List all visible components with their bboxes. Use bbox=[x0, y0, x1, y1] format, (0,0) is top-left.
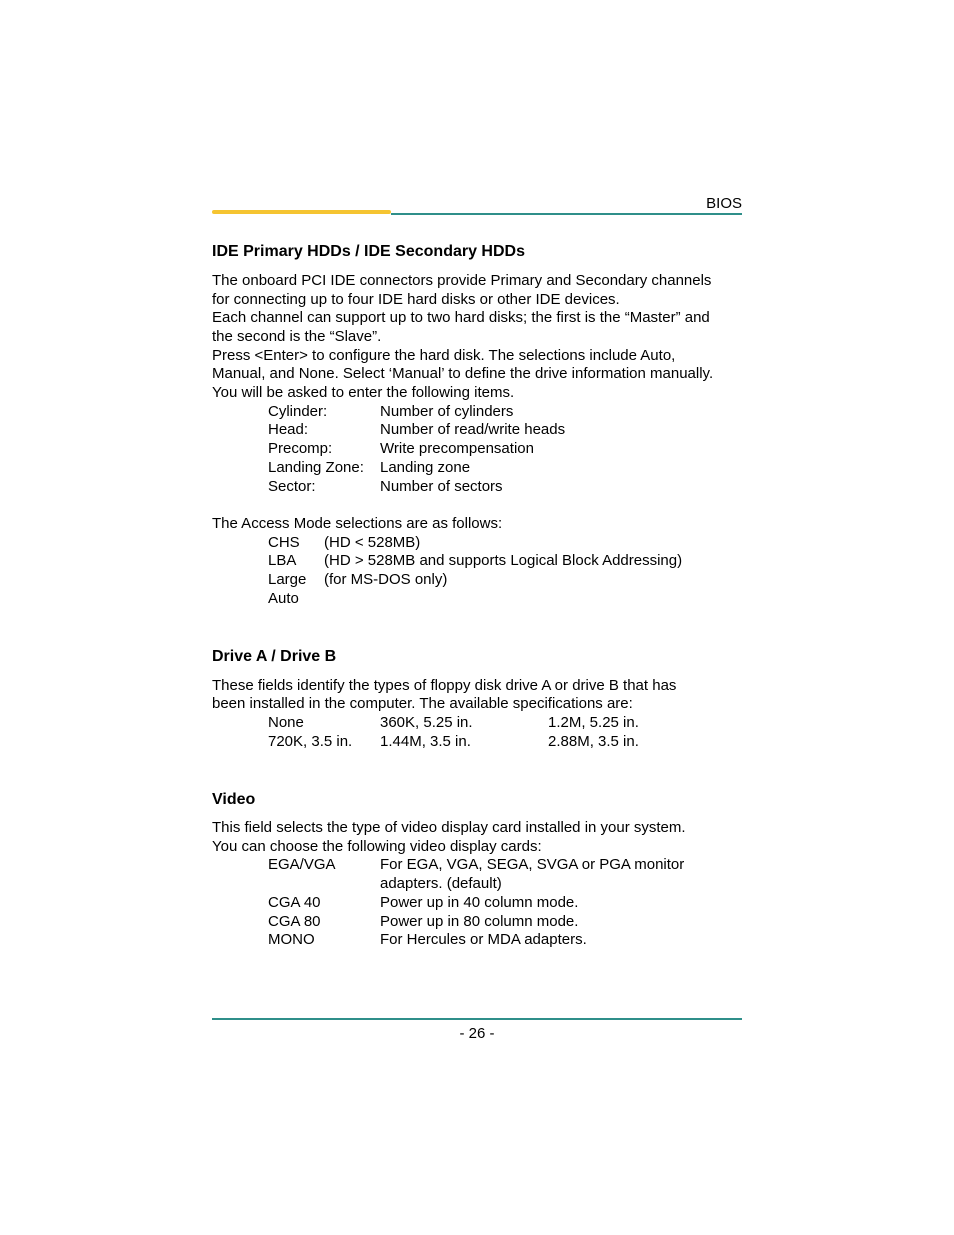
ide-item-desc: Number of cylinders bbox=[380, 403, 514, 420]
access-mode-term: Auto bbox=[268, 590, 299, 607]
ide-item-term: Landing Zone: bbox=[268, 459, 364, 476]
video-card-desc: Power up in 80 column mode. bbox=[380, 913, 579, 930]
drive-spec-cell: 360K, 5.25 in. bbox=[380, 714, 473, 731]
drive-spec-cell: None bbox=[268, 714, 304, 731]
video-paragraph-line: You can choose the following video display cards: bbox=[212, 838, 542, 855]
video-card-desc: Power up in 40 column mode. bbox=[380, 894, 579, 911]
drive-spec-cell: 1.44M, 3.5 in. bbox=[380, 733, 471, 750]
ide-paragraph-line: You will be asked to enter the following items. bbox=[212, 384, 515, 401]
access-mode-intro: The Access Mode selections are as follows: bbox=[212, 515, 503, 532]
drive-spec-cell: 2.88M, 3.5 in. bbox=[548, 733, 639, 750]
ide-item-term: Precomp: bbox=[268, 440, 333, 457]
header-accent-rule bbox=[212, 210, 391, 214]
video-card-term: CGA 80 bbox=[268, 913, 321, 930]
drive-spec-cell: 720K, 3.5 in. bbox=[268, 733, 353, 750]
ide-item-term: Cylinder: bbox=[268, 403, 328, 420]
video-card-desc: For EGA, VGA, SEGA, SVGA or PGA monitor bbox=[380, 856, 685, 873]
video-card-term: MONO bbox=[268, 931, 315, 948]
video-card-desc: adapters. (default) bbox=[380, 875, 502, 892]
ide-paragraph-line: for connecting up to four IDE hard disks or other IDE devices. bbox=[212, 291, 620, 308]
drive-paragraph-line: been installed in the computer. The available specifications are: bbox=[212, 695, 633, 712]
page-number: - 26 - bbox=[459, 1025, 495, 1042]
header-section-label: BIOS bbox=[706, 195, 742, 212]
ide-paragraph-line: the second is the “Slave”. bbox=[212, 328, 382, 345]
drive-paragraph-line: These fields identify the types of floppy disk drive A or drive B that has bbox=[212, 677, 677, 694]
video-paragraph-line: This field selects the type of video display card installed in your system. bbox=[212, 819, 686, 836]
video-card-desc: For Hercules or MDA adapters. bbox=[380, 931, 587, 948]
header-divider-rule bbox=[391, 213, 742, 215]
ide-item-term: Head: bbox=[268, 421, 309, 438]
ide-paragraph-line: The onboard PCI IDE connectors provide Primary and Secondary channels bbox=[212, 272, 712, 289]
ide-paragraph-line: Press <Enter> to configure the hard disk. The selections include Auto, bbox=[212, 347, 676, 364]
video-section-title: Video bbox=[212, 791, 256, 808]
drive-section-title: Drive A / Drive B bbox=[212, 648, 337, 665]
ide-item-desc: Landing zone bbox=[380, 459, 471, 476]
access-mode-term: CHS bbox=[268, 534, 300, 551]
ide-item-desc: Number of sectors bbox=[380, 478, 503, 495]
access-mode-term: LBA bbox=[268, 552, 297, 569]
ide-item-desc: Write precompensation bbox=[380, 440, 534, 457]
video-card-term: EGA/VGA bbox=[268, 856, 336, 873]
drive-spec-cell: 1.2M, 5.25 in. bbox=[548, 714, 639, 731]
access-mode-desc: (HD < 528MB) bbox=[324, 534, 421, 551]
access-mode-desc: (HD > 528MB and supports Logical Block Addressing) bbox=[324, 552, 683, 569]
ide-item-term: Sector: bbox=[268, 478, 316, 495]
ide-item-desc: Number of read/write heads bbox=[380, 421, 566, 438]
video-card-term: CGA 40 bbox=[268, 894, 321, 911]
ide-paragraph-line: Each channel can support up to two hard disks; the first is the “Master” and bbox=[212, 309, 710, 326]
ide-section-title: IDE Primary HDDs / IDE Secondary HDDs bbox=[212, 243, 525, 260]
access-mode-desc: (for MS-DOS only) bbox=[324, 571, 448, 588]
access-mode-term: Large bbox=[268, 571, 307, 588]
ide-paragraph-line: Manual, and None. Select ‘Manual’ to define the drive information manually. bbox=[212, 365, 714, 382]
footer-divider-rule bbox=[212, 1018, 742, 1020]
